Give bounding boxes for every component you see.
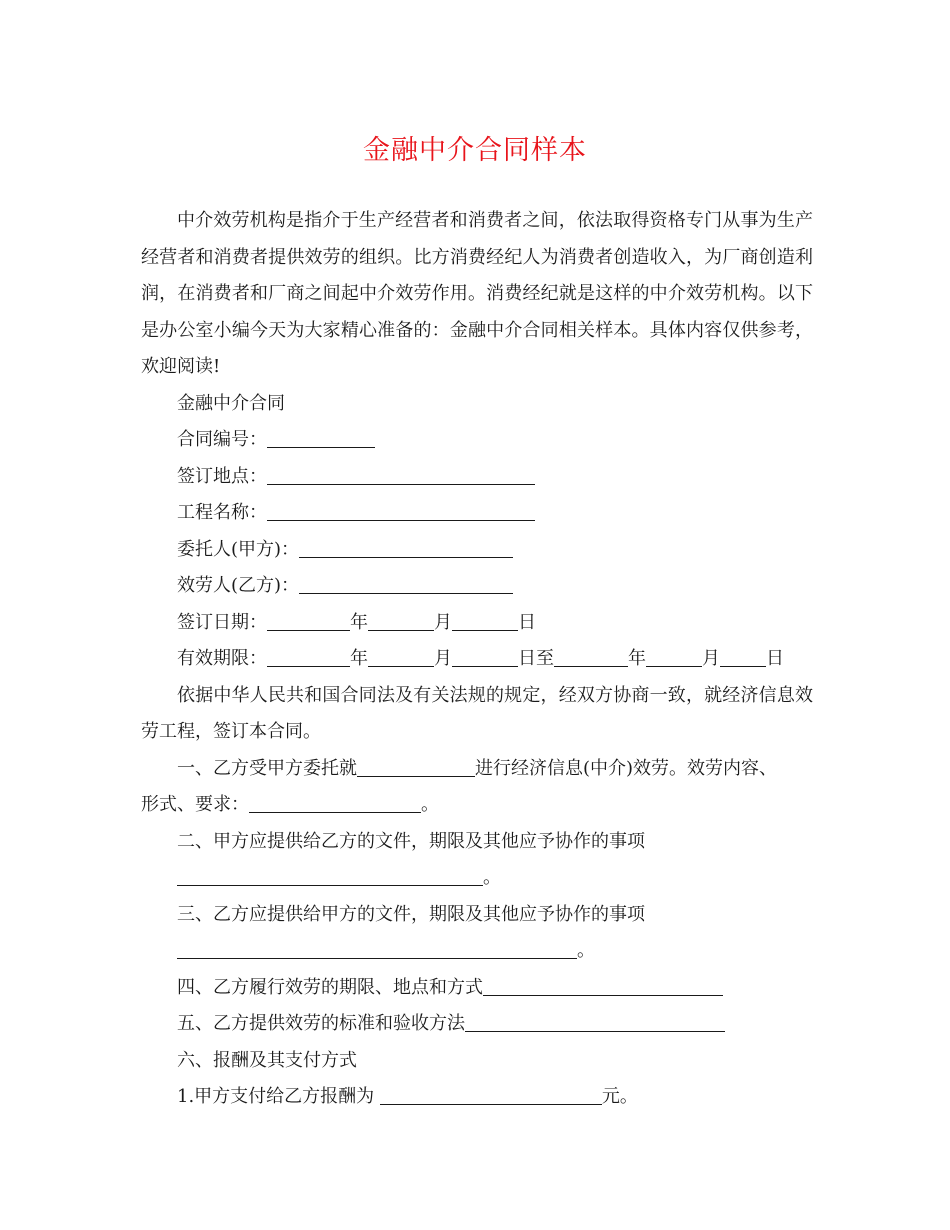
month-unit: 月 [434,648,452,669]
month-blank[interactable] [368,612,434,631]
clause-1-subject-blank[interactable] [357,758,475,777]
field-label: 签订地点： [177,465,267,487]
clause-6-1 [141,1079,813,1116]
field-label: 合同编号： [177,429,267,450]
field-sign-date [141,605,813,642]
sign-place-blank[interactable] [267,466,535,485]
project-name-blank[interactable] [267,502,535,521]
clause-text: 形式、要求： [141,794,249,815]
clause-4-blank[interactable] [483,977,723,996]
clause-1-line-1 [141,751,813,788]
clause-5-blank[interactable] [465,1013,725,1032]
year-blank[interactable] [267,612,350,631]
clause-text: 元。 [601,1086,638,1107]
clause-1-line-2 [141,787,813,824]
clause-2: 二、甲方应提供给乙方的文件，期限及其他应予协作的事项 [177,830,645,852]
clause-text: 进行经济信息(中介)效劳。效劳内容、 [475,757,778,779]
field-project-name [141,495,813,532]
clause-2-blank[interactable] [177,867,483,886]
day-blank[interactable] [452,612,518,631]
clause-text: 四、乙方履行效劳的期限、地点和方式 [177,976,483,998]
field-label: 工程名称： [177,502,267,523]
end-day-blank[interactable] [720,648,766,667]
preamble-paragraph: 依据中华人民共和国合同法及有关法规的规定，经双方协商一致，就经济信息效劳工程，签订本合同。 [141,684,813,742]
field-provider [141,568,813,605]
end-year-blank[interactable] [554,648,628,667]
field-contract-no [141,422,813,459]
end-month-blank[interactable] [646,648,702,667]
clause-text: 五、乙方提供效劳的标准和验收方法 [177,1013,465,1034]
period: 。 [483,867,501,888]
month-unit: 月 [434,611,452,633]
client-blank[interactable] [299,539,513,558]
contract-no-blank[interactable] [267,429,375,448]
clause-3-answer [141,933,813,970]
field-sign-place [141,459,813,496]
clause-text: 一、乙方受甲方委托就 [177,757,357,779]
month-unit: 月 [702,648,720,669]
day-unit: 日 [518,611,536,633]
clause-2-answer [141,860,813,897]
clause-1-requirements-blank[interactable] [249,794,421,813]
year-unit: 年 [350,648,368,669]
field-label: 有效期限： [177,648,267,669]
start-year-blank[interactable] [267,648,350,667]
clause-text: 1.甲方支付给乙方报酬为 [177,1086,375,1107]
provider-blank[interactable] [299,575,513,594]
year-unit: 年 [350,611,368,633]
payment-amount-blank[interactable] [380,1086,602,1105]
clause-3: 三、乙方应提供给甲方的文件，期限及其他应予协作的事项 [177,903,645,925]
clause-6: 六、报酬及其支付方式 [177,1049,357,1071]
start-day-blank[interactable] [452,648,518,667]
field-valid-period [141,641,813,678]
period: 。 [577,940,595,961]
clause-3-blank[interactable] [177,940,577,959]
clause-5 [141,1006,813,1043]
document-body [141,203,813,1116]
day-to-unit: 日至 [518,648,554,669]
period: 。 [421,794,439,815]
contract-heading: 金融中介合同 [177,392,285,414]
document-title: 金融中介合同样本 [363,135,587,166]
clause-4 [141,970,813,1007]
field-label: 效劳人(乙方)： [177,575,300,596]
field-label: 签订日期： [177,611,267,633]
year-unit: 年 [628,648,646,669]
day-unit: 日 [766,648,784,669]
field-label: 委托人(甲方)： [177,538,300,560]
intro-paragraph: 中介效劳机构是指介于生产经营者和消费者之间，依法取得资格专门从事为生产经营者和消费者提供效劳的组织。比方消费经纪人为消费者创造收入，为厂商创造利润，在消费者和厂商之间起中介效劳作用。消费经纪就是这样的中介效劳机构。以下是办公室小编今天为大家精心准备的：金融中介合同相关样本。具体内容仅供参考，欢迎阅读! [141,210,813,377]
start-month-blank[interactable] [368,648,434,667]
field-client [141,532,813,569]
